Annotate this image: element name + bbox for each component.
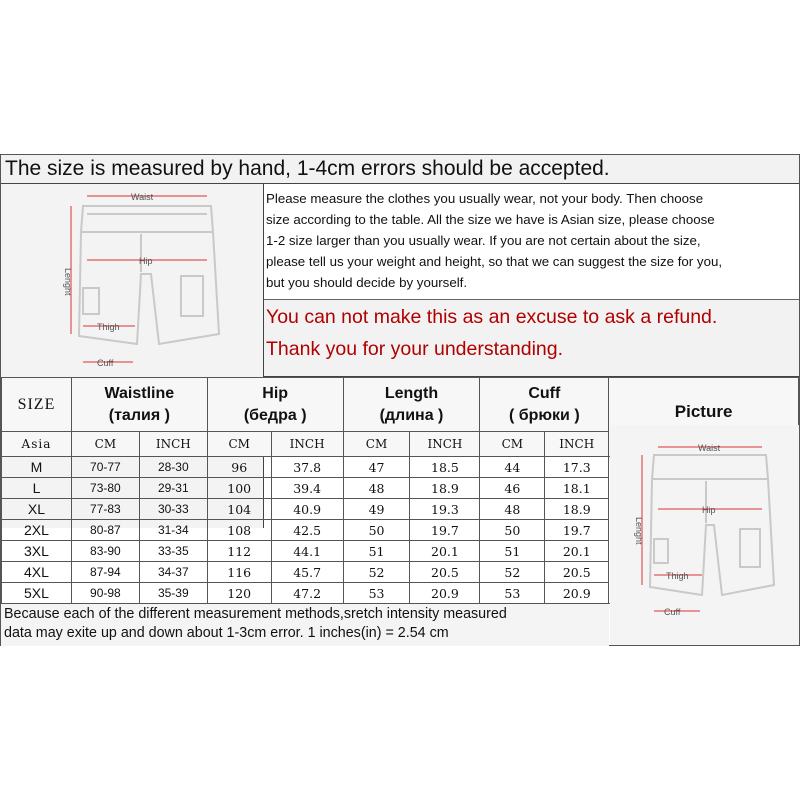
header-bar — [1, 155, 799, 184]
shorts-diagram-small — [610, 425, 799, 645]
length-inch-cell: 19.3 — [410, 499, 480, 520]
length-cm-cell: 51 — [343, 541, 410, 562]
warning-line-2: Thank you for your understanding. — [266, 338, 564, 360]
unit-cm: CM — [207, 432, 271, 457]
hip-inch-cell: 44.1 — [271, 541, 343, 562]
info-text — [266, 188, 796, 293]
cuff-inch-cell: 20.1 — [545, 541, 609, 562]
unit-cm: CM — [480, 432, 545, 457]
size-label: 4XL — [2, 562, 72, 583]
waist-inch-cell: 29-31 — [139, 478, 207, 499]
footer-line-1: Because each of the different measurement methods,sretch intensity measured — [4, 606, 507, 622]
shorts-diagram-small-svg — [610, 425, 799, 645]
hip-inch-cell: 37.8 — [271, 457, 343, 478]
hip-cm-cell: 112 — [207, 541, 271, 562]
waist-cm-cell: 73-80 — [71, 478, 139, 499]
length-inch-cell: 18.9 — [410, 478, 480, 499]
cuff-label: Cuff — [664, 607, 681, 617]
info-line: Please measure the clothes you usually wear, not your body. Then choose — [266, 191, 704, 206]
length-inch-cell: 20.9 — [410, 583, 480, 604]
waist-inch-cell: 28-30 — [139, 457, 207, 478]
unit-inch: INCH — [410, 432, 480, 457]
size-label: 3XL — [2, 541, 72, 562]
waist-cm-cell: 70-77 — [71, 457, 139, 478]
size-header: SIZE — [2, 378, 72, 432]
cuff-inch-cell: 19.7 — [545, 520, 609, 541]
waist-label: Waist — [698, 443, 721, 453]
hip-label: Hip — [702, 505, 716, 515]
length-inch-cell: 19.7 — [410, 520, 480, 541]
cuff-inch-cell: 18.1 — [545, 478, 609, 499]
size-label: 5XL — [2, 583, 72, 604]
cuff-cm-cell: 51 — [480, 541, 545, 562]
cuff-cm-cell: 52 — [480, 562, 545, 583]
length-cm-cell: 52 — [343, 562, 410, 583]
cuff-label: Cuff — [97, 358, 114, 368]
hip-inch-cell: 42.5 — [271, 520, 343, 541]
cuff-header: Cuff ( брюки ) — [480, 378, 609, 432]
header-text: The size is measured by hand, 1-4cm errors should be accepted. — [5, 157, 610, 180]
length-inch-cell: 20.1 — [410, 541, 480, 562]
hip-label: Hip — [139, 256, 153, 266]
waist-cm-cell: 77-83 — [71, 499, 139, 520]
cuff-cm-cell: 50 — [480, 520, 545, 541]
waist-label: Waist — [131, 192, 154, 202]
info-block — [264, 184, 799, 300]
hip-inch-cell: 40.9 — [271, 499, 343, 520]
hip-header: Hip (бедра ) — [207, 378, 343, 432]
waistline-header: Waistline (талия ) — [71, 378, 207, 432]
waist-cm-cell: 80-87 — [71, 520, 139, 541]
length-inch-cell: 18.5 — [410, 457, 480, 478]
cuff-cm-cell: 53 — [480, 583, 545, 604]
cuff-inch-cell: 20.9 — [545, 583, 609, 604]
size-label: L — [2, 478, 72, 499]
length-label: Lenght — [634, 517, 644, 545]
info-line: please tell us your weight and height, so that we can suggest the size for you, — [266, 254, 723, 269]
length-header: Length (длина ) — [343, 378, 480, 432]
thigh-label: Thigh — [97, 322, 120, 332]
hip-cm-cell: 108 — [207, 520, 271, 541]
info-line: but you should decide by yourself. — [266, 275, 468, 290]
length-cm-cell: 49 — [343, 499, 410, 520]
shorts-diagram-large-svg — [1, 184, 263, 374]
length-cm-cell: 48 — [343, 478, 410, 499]
waist-cm-cell: 87-94 — [71, 562, 139, 583]
footer-note — [1, 603, 609, 646]
unit-inch: INCH — [271, 432, 343, 457]
region-label: Asia — [2, 432, 72, 457]
waist-cm-cell: 83-90 — [71, 541, 139, 562]
cuff-inch-cell: 17.3 — [545, 457, 609, 478]
length-cm-cell: 47 — [343, 457, 410, 478]
length-cm-cell: 53 — [343, 583, 410, 604]
warning-line-1: You can not make this as an excuse to ask a refund. — [266, 306, 718, 328]
hip-cm-cell: 96 — [207, 457, 271, 478]
length-label: Lenght — [63, 268, 73, 296]
hip-cm-cell: 116 — [207, 562, 271, 583]
length-cm-cell: 50 — [343, 520, 410, 541]
length-inch-cell: 20.5 — [410, 562, 480, 583]
hip-cm-cell: 120 — [207, 583, 271, 604]
hip-inch-cell: 39.4 — [271, 478, 343, 499]
waist-inch-cell: 35-39 — [139, 583, 207, 604]
info-line: size according to the table. All the size we have is Asian size, please choose — [266, 212, 715, 227]
size-label: M — [2, 457, 72, 478]
unit-inch: INCH — [139, 432, 207, 457]
hip-inch-cell: 47.2 — [271, 583, 343, 604]
unit-inch: INCH — [545, 432, 609, 457]
thigh-label: Thigh — [666, 571, 689, 581]
waist-inch-cell: 33-35 — [139, 541, 207, 562]
waist-inch-cell: 31-34 — [139, 520, 207, 541]
cuff-cm-cell: 44 — [480, 457, 545, 478]
hip-cm-cell: 100 — [207, 478, 271, 499]
cuff-inch-cell: 18.9 — [545, 499, 609, 520]
footer-line-2: data may exite up and down about 1-3cm error. 1 inches(in) = 2.54 cm — [4, 625, 449, 641]
unit-cm: CM — [343, 432, 410, 457]
info-line: 1-2 size larger than you usually wear. If you are not certain about the size, — [266, 233, 701, 248]
unit-cm: CM — [71, 432, 139, 457]
waist-inch-cell: 34-37 — [139, 562, 207, 583]
cuff-inch-cell: 20.5 — [545, 562, 609, 583]
waist-cm-cell: 90-98 — [71, 583, 139, 604]
size-label: 2XL — [2, 520, 72, 541]
size-label: XL — [2, 499, 72, 520]
size-chart — [0, 154, 800, 646]
hip-cm-cell: 104 — [207, 499, 271, 520]
waist-inch-cell: 30-33 — [139, 499, 207, 520]
hip-inch-cell: 45.7 — [271, 562, 343, 583]
cuff-cm-cell: 46 — [480, 478, 545, 499]
warning-block — [264, 300, 799, 377]
cuff-cm-cell: 48 — [480, 499, 545, 520]
picture-header: Picture — [609, 378, 799, 457]
